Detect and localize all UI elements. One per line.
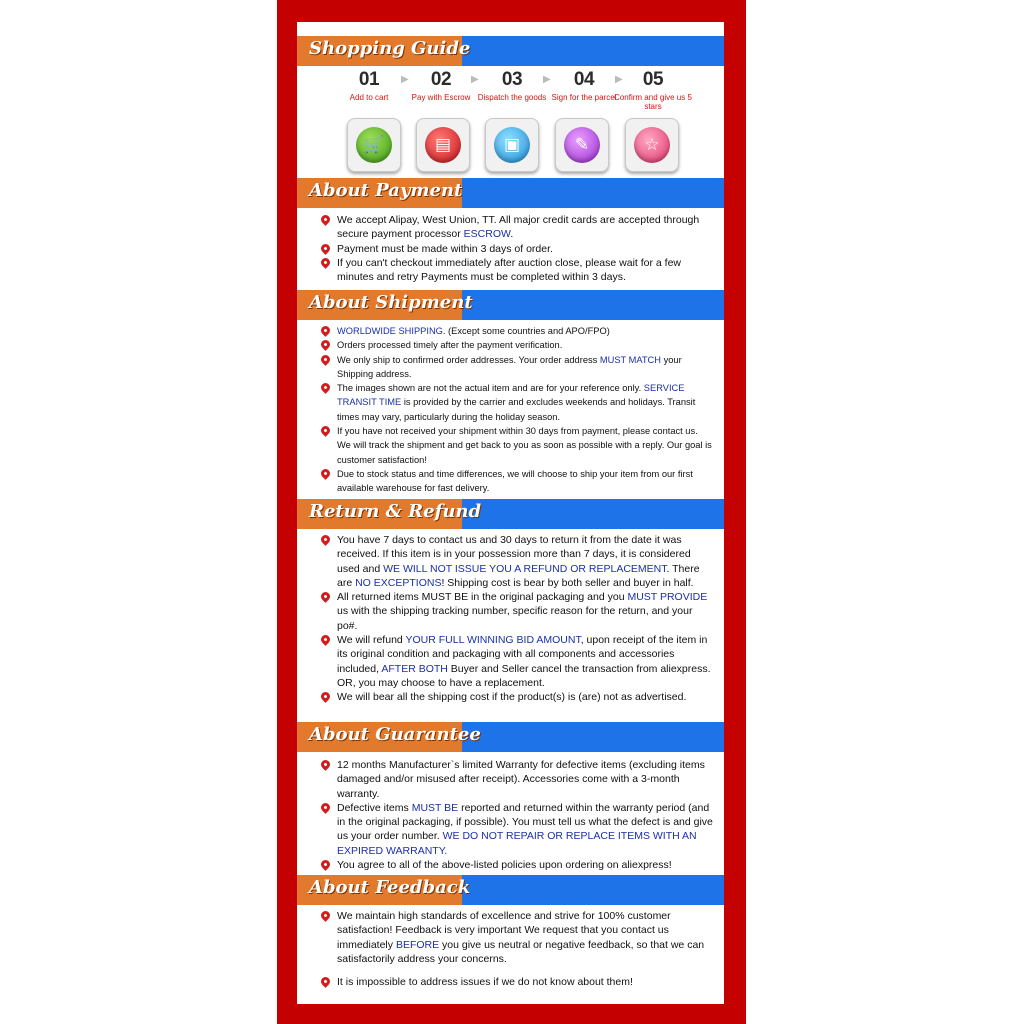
location-pin-icon <box>319 975 332 988</box>
section-title: Return & Refund <box>309 501 482 522</box>
section-title: About Payment <box>309 180 463 201</box>
list-item: We will refund YOUR FULL WINNING BID AMOUNT, upon receipt of the item in its original condition and packaging with all components and accessories included, AFTER BOTH Buyer and Seller cancel the transaction from aliexpress. OR, you may choose to have a replacement. <box>321 633 713 690</box>
arrow-right-icon: ▶ <box>471 74 479 85</box>
location-pin-icon <box>319 424 332 437</box>
list-item: We only ship to confirmed order addresses. Your order address MUST MATCH your Shipping address. <box>321 353 713 382</box>
arrow-right-icon: ▶ <box>401 74 409 85</box>
guarantee-list <box>321 758 713 872</box>
order-steps <box>337 70 697 112</box>
policy-panel <box>297 22 724 1004</box>
step-2: 02 Pay with Escrow <box>411 69 471 102</box>
return-refund-header <box>297 499 724 529</box>
location-pin-icon <box>319 338 332 351</box>
list-item: We maintain high standards of excellence and strive for 100% customer satisfaction! Feedback is very important We request that you contact us immediately BEFORE you give us neutral or negative feedback, so that we can satisfactorily address your concerns. <box>321 909 713 966</box>
list-item: 12 months Manufacturer`s limited Warranty for defective items (excluding items damaged and/or misused after receipt). Accessories come with a 3-month warranty. <box>321 758 713 801</box>
arrow-right-icon: ▶ <box>615 74 623 85</box>
list-item: If you have not received your shipment within 30 days from payment, please contact us. We will track the shipment and get back to you as soon as possible with a reply. Our goal is customer satisfaction! <box>321 424 713 467</box>
about-shipment-header <box>297 290 724 320</box>
payment-list <box>321 213 713 284</box>
shopping-guide-header <box>297 36 724 66</box>
list-item: WORLDWIDE SHIPPING. (Except some countries and APO/FPO) <box>321 324 713 338</box>
section-title: About Guarantee <box>309 724 481 745</box>
list-item: All returned items MUST BE in the original packaging and you MUST PROVIDE us with the shipping tracking number, specific reason for the return, and your po#. <box>321 590 713 633</box>
list-item: Due to stock status and time differences, we will choose to ship your item from our first available warehouse for fast delivery. <box>321 467 713 496</box>
location-pin-icon <box>319 858 332 871</box>
list-item: We will bear all the shipping cost if the product(s) is (are) not as advertised. <box>321 690 713 704</box>
step-5: 05 Confirm and give us 5 stars <box>614 69 692 111</box>
location-pin-icon <box>319 242 332 255</box>
location-pin-icon <box>319 758 332 771</box>
location-pin-icon <box>319 909 332 922</box>
feedback-list <box>321 909 713 989</box>
section-title: About Shipment <box>309 292 473 313</box>
location-pin-icon <box>319 690 332 703</box>
about-payment-header <box>297 178 724 208</box>
star-icon[interactable]: ☆ <box>625 118 679 172</box>
credit-card-icon[interactable]: ▤ <box>416 118 470 172</box>
location-pin-icon <box>319 590 332 603</box>
list-item: If you can't checkout immediately after auction close, please wait for a few minutes and retry Payments must be completed within 3 days. <box>321 256 713 285</box>
step-4: 04 Sign for the parcel <box>551 69 617 102</box>
list-item: The images shown are not the actual item and are for your reference only. SERVICE TRANSIT TIME is provided by the carrier and excludes weekends and holidays. Transit times may vary, particularly during the holiday season. <box>321 381 713 424</box>
location-pin-icon <box>319 533 332 546</box>
location-pin-icon <box>319 213 332 226</box>
about-guarantee-header <box>297 722 724 752</box>
location-pin-icon <box>319 801 332 814</box>
section-title: Shopping Guide <box>309 38 471 59</box>
section-title: About Feedback <box>309 877 471 898</box>
about-feedback-header <box>297 875 724 905</box>
location-pin-icon <box>319 324 332 337</box>
shopping-cart-icon[interactable]: 🛒 <box>347 118 401 172</box>
step-icons <box>297 118 724 172</box>
location-pin-icon <box>319 467 332 480</box>
list-item: You have 7 days to contact us and 30 days to return it from the date it was received. If this item is in your possession more than 7 days, it is considered used and WE WILL NOT ISSUE YOU A REFUND OR REPLACEMENT. There are NO EXCEPTIONS! Shipping cost is bear by both seller and buyer in half. <box>321 533 713 590</box>
location-pin-icon <box>319 633 332 646</box>
refund-list <box>321 533 713 705</box>
list-item: You agree to all of the above-listed policies upon ordering on aliexpress! <box>321 858 713 872</box>
shipment-list <box>321 324 713 496</box>
list-item: It is impossible to address issues if we do not know about them! <box>321 975 713 989</box>
step-1: 01 Add to cart <box>349 69 389 102</box>
location-pin-icon <box>319 353 332 366</box>
bus-icon[interactable]: ▣ <box>485 118 539 172</box>
list-item: Payment must be made within 3 days of order. <box>321 242 713 256</box>
list-item: Orders processed timely after the payment verification. <box>321 338 713 352</box>
list-item: We accept Alipay, West Union, TT. All major credit cards are accepted through secure payment processor ESCROW. <box>321 213 713 242</box>
list-item: Defective items MUST BE reported and returned within the warranty period (and in the original packaging, if possible). You must tell us what the defect is and give us your order number. WE DO NOT REPAIR OR REPLACE ITEMS WITH AN EXPIRED WARRANTY. <box>321 801 713 858</box>
arrow-right-icon: ▶ <box>543 74 551 85</box>
step-3: 03 Dispatch the goods <box>477 69 547 102</box>
pencil-note-icon[interactable]: ✎ <box>555 118 609 172</box>
location-pin-icon <box>319 381 332 394</box>
location-pin-icon <box>319 256 332 269</box>
